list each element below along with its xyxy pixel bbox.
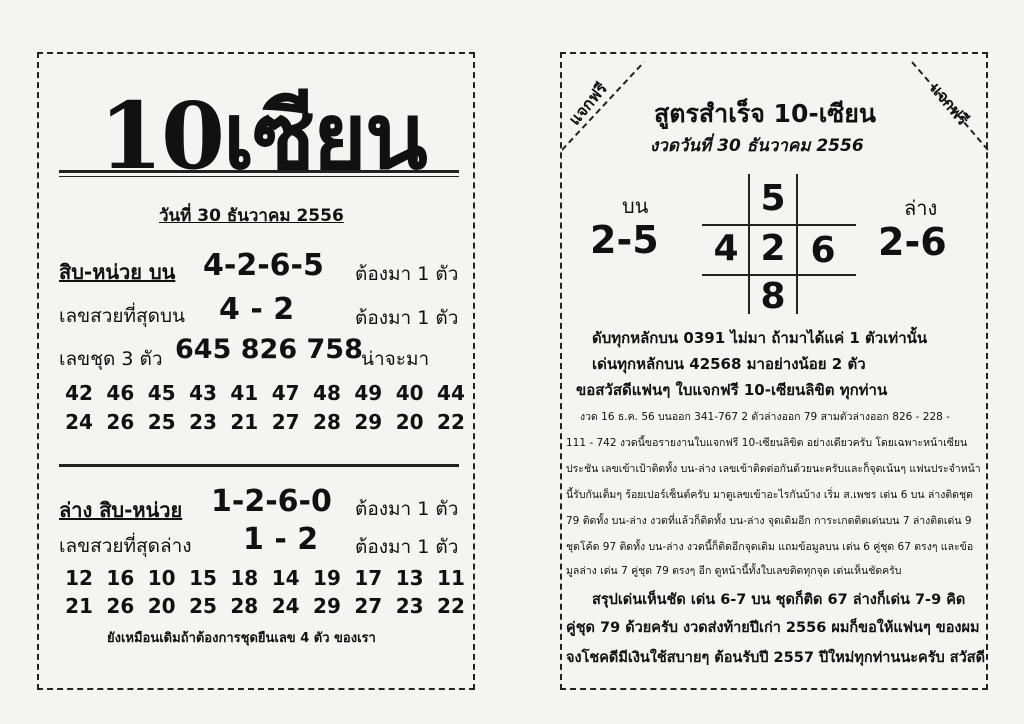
left-title: 10เซียน [99,82,426,190]
upper-label: บน [622,194,649,218]
number-cell: 29 [313,594,341,618]
number-cell: 24 [65,410,93,434]
lead-digits-line: เด่นทุกหลักบน 42568 มาอย่างน้อย 2 ตัว [592,355,866,373]
grid-right-digit: 6 [810,230,836,271]
number-cell: 44 [437,381,465,405]
summary-line: คู่ชุด 79 ด้วยครับ งวดส่งท้ายปีเก่า 2556 ผมก็ขอให้แฟนๆ ของผม [566,620,980,636]
number-cell: 43 [189,381,217,405]
three-digit-set-value: 645 826 758 [175,334,363,365]
left-flyer-panel [37,52,475,690]
result-para-line: 111 - 742 งวดนี้ขอรายงานใบแจกฟรี 10-เซียนลิขิต อย่างเดียวครับ โดยเฉพาะหน้าเซียน [566,437,968,449]
number-cell: 26 [106,594,135,618]
number-cell: 46 [106,381,135,405]
top-tens-units-note: ต้องมา 1 ตัว [355,263,459,285]
number-cell: 23 [189,410,217,434]
result-para-line: 79 ติดทั้ง บน-ล่าง งวดที่แล้วก็ติดทั้ง บน-ล่าง จุดเดิมอีก การะเกดติดเด่นบน 7 ล่างติดเด่น 9 [566,515,972,527]
bottom-pairs-row-1 [61,566,469,590]
number-cell: 16 [106,566,135,590]
number-cell: 22 [437,594,465,618]
number-cell: 24 [271,594,300,618]
number-cell: 26 [106,410,135,434]
number-cell: 41 [230,381,259,405]
right-flyer-panel [560,52,988,690]
bottom-tens-units-note: ต้องมา 1 ตัว [355,498,459,520]
number-cell: 18 [230,566,259,590]
lower-value: 2-6 [878,220,947,264]
number-cell: 28 [230,594,259,618]
bottom-pairs-row-2 [61,594,469,618]
left-date: วันที่ 30 ธันวาคม 2556 [159,206,344,226]
number-cell: 45 [147,381,176,405]
free-tag-left: แจกฟรี [564,78,612,129]
number-cell: 47 [271,381,300,405]
free-tag-right: แจกฟรี [926,78,973,129]
top-best-value: 4 - 2 [219,292,295,327]
bottom-tens-units-label: ล่าง สิบ-หน่วย [59,498,183,522]
number-cell: 40 [395,381,424,405]
title-divider-thin [59,176,459,177]
number-cell: 27 [271,410,300,434]
number-cell: 21 [65,594,93,618]
grid-line [748,174,750,314]
number-cell: 15 [189,566,217,590]
top-tens-units-label: สิบ-หน่วย บน [59,260,176,284]
grid-left-digit: 4 [713,228,739,269]
three-digit-set-label: เลขชุด 3 ตัว [59,348,163,370]
right-date: งวดวันที่ 30 ธันวาคม 2556 [650,136,864,156]
number-cell: 17 [354,566,383,590]
top-pairs-row-2 [61,410,469,434]
bottom-best-note: ต้องมา 1 ตัว [355,536,459,558]
number-grid [702,174,862,317]
top-tens-units-value: 4-2-6-5 [203,248,324,283]
number-cell: 13 [395,566,424,590]
number-cell: 12 [65,566,93,590]
number-cell: 28 [313,410,341,434]
number-cell: 25 [147,410,176,434]
number-cell: 11 [437,566,465,590]
number-cell: 27 [354,594,383,618]
number-cell: 48 [313,381,341,405]
bottom-tens-units-value: 1-2-6-0 [211,484,332,519]
number-cell: 14 [271,566,300,590]
result-para-line: ชุดโค้ด 97 ติดทั้ง บน-ล่าง งวดนี้ก็ติดอีกจุดเดิม แถมข้อมูลบน เด่น 6 คู่ชุด 67 ตรงๆ และข้อ [566,541,974,553]
number-cell: 22 [437,410,465,434]
result-para-line: ประชัน เลขเข้าเป้าติดทั้ง บน-ล่าง เลขเข้าติดต่อกันด้วยนะครับและก็จุดเน้นๆ แฟนประจำหน้า [566,463,981,475]
grid-center-digit: 2 [760,228,786,269]
bottom-best-label: เลขสวยที่สุดล่าง [59,535,192,557]
number-cell: 29 [354,410,383,434]
number-cell: 49 [354,381,383,405]
number-cell: 21 [230,410,259,434]
dead-digits-line: ดับทุกหลักบน 0391 ไม่มา ถ้ามาได้แค่ 1 ตัวเท่านั้น [592,329,928,347]
grid-line [702,224,856,226]
number-cell: 23 [395,594,424,618]
left-footer-note: ยังเหมือนเดิมถ้าต้องการชุดยืนเลข 4 ตัว ของเรา [107,631,376,646]
result-para-line: งวด 16 ธ.ค. 56 บนออก 341-767 2 ตัวล่างออก 79 สามตัวล่างออก 826 - 228 - [580,411,950,423]
number-cell: 25 [189,594,217,618]
number-cell: 42 [65,381,93,405]
result-para-line: นี้รับกันเต็มๆ ร้อยเปอร์เซ็นต์ครับ มาดูเลขเข้าอะไรกันบ้าง เริ่ม ส.เพชร เด่น 6 บน ล่างติดชุด [566,489,973,501]
number-cell: 20 [147,594,176,618]
number-cell: 20 [395,410,424,434]
lower-label: ล่าง [904,196,938,220]
bottom-best-value: 1 - 2 [243,522,319,557]
number-cell: 19 [313,566,341,590]
section-divider [59,464,459,467]
greeting-line: ขอสวัสดีแฟนๆ ใบแจกฟรี 10-เซียนลิขิต ทุกท่าน [576,381,888,399]
upper-value: 2-5 [590,218,659,262]
top-pairs-row-1 [61,381,469,405]
right-title: สูตรสำเร็จ 10-เซียน [654,99,876,128]
summary-line: สรุปเด่นเห็นชัด เด่น 6-7 บน ชุดก็ติด 67 ล่างก็เด่น 7-9 คิด [592,592,966,608]
number-cell: 10 [147,566,176,590]
grid-line [796,174,798,314]
title-divider [59,170,459,173]
top-best-label: เลขสวยที่สุดบน [59,305,186,327]
three-digit-set-note: น่าจะมา [361,348,430,370]
grid-bottom-digit: 8 [760,276,786,317]
summary-line: จงโชคดีมีเงินใช้สบายๆ ต้อนรับปี 2557 ปีใหม่ทุกท่านนะครับ สวัสดี [566,650,986,666]
top-best-note: ต้องมา 1 ตัว [355,307,459,329]
grid-top-digit: 5 [760,178,786,219]
result-para-line: มูลล่าง เด่น 7 คู่ชุด 79 ตรงๆ อีก ดูหน้านี้ทั้งใบเลขติดทุกจุด เด่นเห็นชัดครับ [566,565,902,577]
